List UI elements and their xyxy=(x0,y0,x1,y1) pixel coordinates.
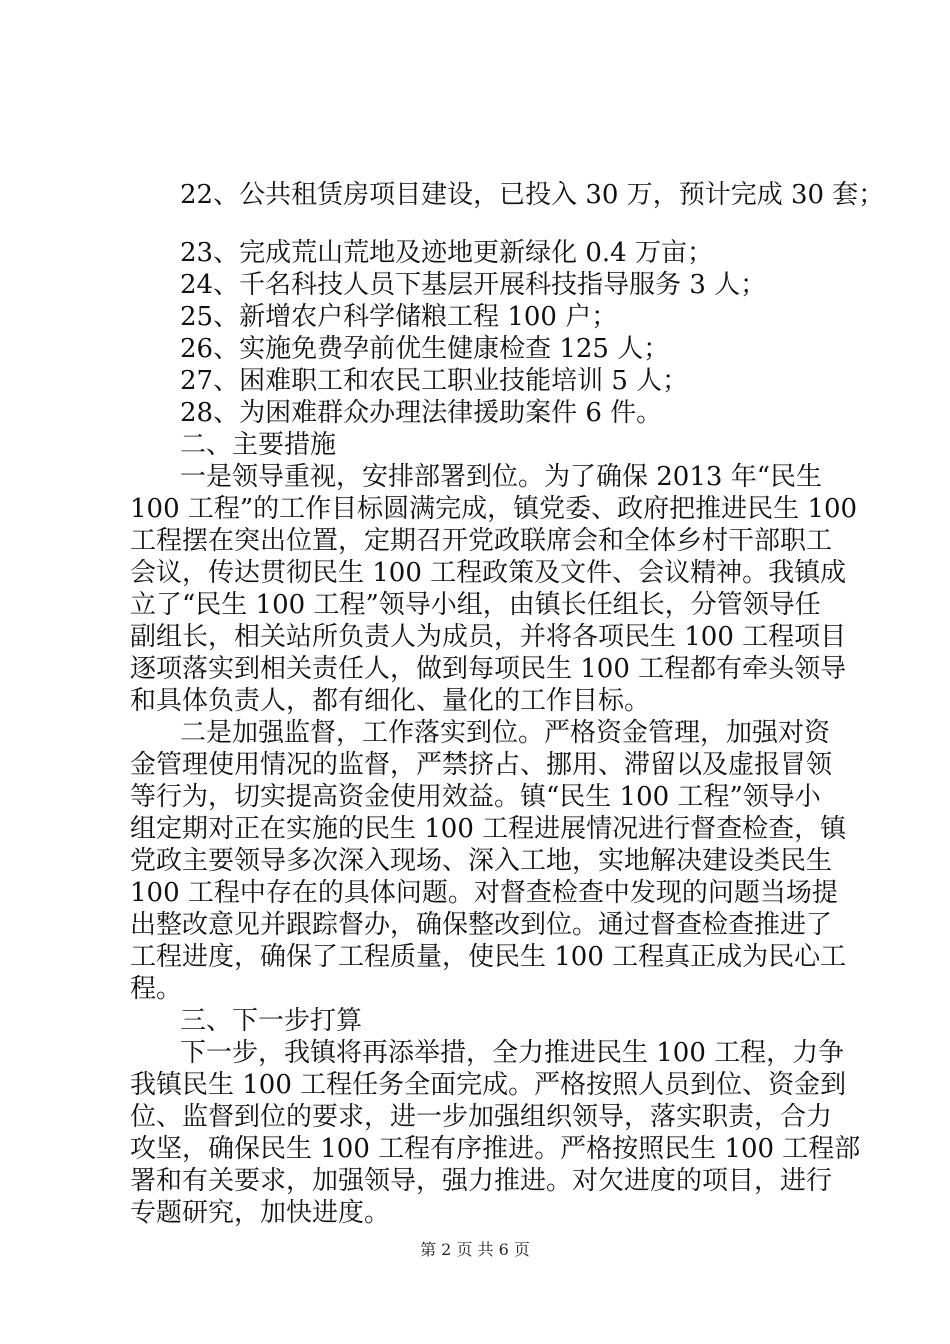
paragraph-line: 组定期对正在实施的民生 100 工程进展情况进行督查检查，镇 xyxy=(130,814,847,844)
paragraph-line: 和具体负责人，都有细化、量化的工作目标。 xyxy=(130,686,651,716)
paragraph-line: 100 工程”的工作目标圆满完成，镇党委、政府把推进民生 100 xyxy=(130,494,858,524)
list-item: 24、千名科技人员下基层开展科技指导服务 3 人； xyxy=(180,270,767,300)
paragraph-line: 我镇民生 100 工程任务全面完成。严格按照人员到位、资金到 xyxy=(130,1070,847,1100)
list-item: 22、公共租赁房项目建设，已投入 30 万，预计完成 30 套； xyxy=(180,180,885,210)
paragraph-line: 党政主要领导多次深入现场、深入工地，实地解决建设类民生 xyxy=(130,846,833,876)
list-item: 23、完成荒山荒地及迹地更新绿化 0.4 万亩； xyxy=(180,238,713,268)
section-heading: 二、主要措施 xyxy=(180,430,337,460)
paragraph-line: 程。 xyxy=(130,974,183,1004)
paragraph-line: 会议，传达贯彻民生 100 工程政策及文件、会议精神。我镇成 xyxy=(130,558,847,588)
paragraph-line: 专题研究，加快进度。 xyxy=(130,1198,391,1228)
paragraph-line: 工程摆在突出位置，定期召开党政联席会和全体乡村干部职工 xyxy=(130,526,833,556)
paragraph-line: 攻坚，确保民生 100 工程有序推进。严格按照民生 100 工程部 xyxy=(130,1134,861,1164)
list-item: 26、实施免费孕前优生健康检查 125 人； xyxy=(180,334,670,364)
paragraph-line: 工程进度，确保了工程质量，使民生 100 工程真正成为民心工 xyxy=(130,942,847,972)
paragraph-line: 二是加强监督，工作落实到位。严格资金管理，加强对资 xyxy=(180,718,831,748)
paragraph-line: 下一步，我镇将再添举措，全力推进民生 100 工程，力争 xyxy=(180,1038,845,1068)
page-number-footer: 第 2 页 共 6 页 xyxy=(420,1240,530,1259)
paragraph-line: 一是领导重视，安排部署到位。为了确保 2013 年“民生 xyxy=(180,462,822,492)
paragraph-line: 位、监督到位的要求，进一步加强组织领导，落实职责，合力 xyxy=(130,1102,833,1132)
section-heading: 三、下一步打算 xyxy=(180,1006,363,1036)
paragraph-line: 立了“民生 100 工程”领导小组，由镇长任组长，分管领导任 xyxy=(130,590,821,620)
paragraph-line: 100 工程中存在的具体问题。对督查检查中发现的问题当场提 xyxy=(130,878,838,908)
paragraph-line: 等行为，切实提高资金使用效益。镇“民生 100 工程”领导小 xyxy=(130,782,821,812)
list-item: 25、新增农户科学储粮工程 100 户； xyxy=(180,302,618,332)
paragraph-line: 出整改意见并跟踪督办，确保整改到位。通过督查检查推进了 xyxy=(130,910,833,940)
list-item: 27、困难职工和农民工职业技能培训 5 人； xyxy=(180,366,689,396)
paragraph-line: 署和有关要求，加强领导，强力推进。对欠进度的项目，进行 xyxy=(130,1166,833,1196)
paragraph-line: 副组长，相关站所负责人为成员，并将各项民生 100 工程项目 xyxy=(130,622,847,652)
paragraph-line: 逐项落实到相关责任人，做到每项民生 100 工程都有牵头领导 xyxy=(130,654,847,684)
paragraph-line: 金管理使用情况的监督，严禁挤占、挪用、滞留以及虚报冒领 xyxy=(130,750,833,780)
list-item: 28、为困难群众办理法律援助案件 6 件。 xyxy=(180,398,663,428)
